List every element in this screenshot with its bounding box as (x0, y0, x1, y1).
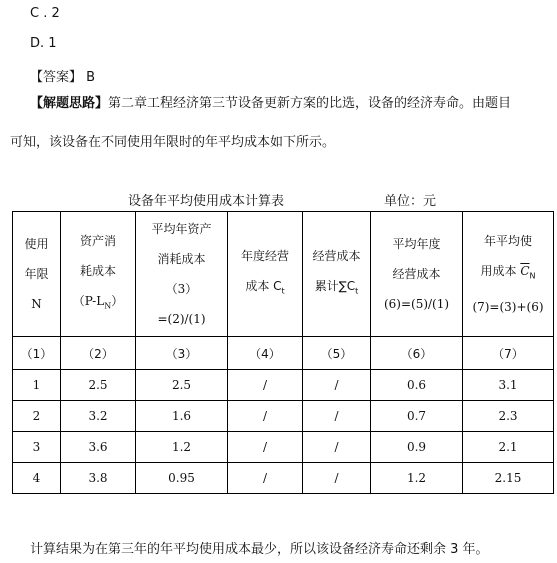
table-cell: / (303, 401, 371, 432)
table-cell: / (303, 370, 371, 401)
table-cell: 0.7 (371, 401, 463, 432)
table-cell: 2.5 (61, 370, 136, 401)
table-row (13, 401, 554, 432)
table-cell: （2） (61, 337, 136, 370)
table-cell: （5） (303, 337, 371, 370)
table-cell: 1 (13, 370, 61, 401)
table-cell: （3） (136, 337, 228, 370)
answer-line (30, 66, 95, 85)
table-cell: 2.5 (136, 370, 228, 401)
table-cell: / (228, 401, 303, 432)
table-cell: （6） (371, 337, 463, 370)
table-index-row (13, 337, 554, 370)
table-cell: （7） (463, 337, 554, 370)
table-cell: 3.1 (463, 370, 554, 401)
analysis-line-1 (30, 97, 511, 110)
answer-value: B (86, 70, 96, 85)
table-cell: 0.95 (136, 463, 228, 494)
table-cell: 0.9 (371, 432, 463, 463)
header-years: 使用 年限 N (13, 212, 61, 337)
header-asset-cost: 资产消 耗成本 $(P-L_N)$ (61, 212, 136, 337)
table-cell: （1） (13, 337, 61, 370)
table-cell: 2 (13, 401, 61, 432)
table-cell: 3.6 (61, 432, 136, 463)
table-cell: 3.8 (61, 463, 136, 494)
analysis-label: 【解题思路】 (30, 96, 109, 111)
table-cell: 2.1 (463, 432, 554, 463)
analysis-line-2: 可知，该设备在不同使用年限时的年平均成本如下所示。 (10, 135, 336, 150)
table-header-row (13, 212, 554, 337)
option-c: C . 2 (30, 6, 60, 21)
header-annual-operating-cost: 年度经营 成本 $C_t$ (228, 212, 303, 337)
table-row (13, 432, 554, 463)
table-cell: 4 (13, 463, 61, 494)
table-cell: / (228, 432, 303, 463)
analysis-text-1: 第二章工程经济第三节设备更新方案的比选，设备的经济寿命。由题目 (108, 96, 512, 111)
table-unit: 单位：元 (384, 194, 437, 209)
table-cell: / (228, 463, 303, 494)
table-cell: / (303, 432, 371, 463)
table-cell: 2.15 (463, 463, 554, 494)
table-cell: （4） (228, 337, 303, 370)
table-cell: / (303, 463, 371, 494)
table-cell: / (228, 370, 303, 401)
table-cell: 1.2 (136, 432, 228, 463)
header-avg-asset-cost: 平均年资产 消耗成本 （3） =(2)/(1) (136, 212, 228, 337)
header-cumulative-operating-cost: 经营成本 累计$\sum C_t$ (303, 212, 371, 337)
table-title: 设备年平均使用成本计算表 (128, 194, 285, 209)
answer-label: 【答案】 (30, 70, 83, 85)
header-avg-total-cost: 年平均使 用成本 $\overline{C}_N$ (7)=(3)+(6) (463, 212, 554, 337)
conclusion-text: 计算结果为在第三年的年平均使用成本最少，所以该设备经济寿命还剩余 3 年。 (30, 542, 489, 557)
cost-table (12, 211, 554, 494)
table-row (13, 370, 554, 401)
table-cell: 2.3 (463, 401, 554, 432)
option-d: D. 1 (30, 36, 57, 51)
table-cell: 0.6 (371, 370, 463, 401)
header-avg-operating-cost: 平均年度 经营成本 (6)=(5)/(1) (371, 212, 463, 337)
table-cell: 3 (13, 432, 61, 463)
table-row (13, 463, 554, 494)
table-cell: 1.2 (371, 463, 463, 494)
table-cell: 3.2 (61, 401, 136, 432)
table-cell: 1.6 (136, 401, 228, 432)
